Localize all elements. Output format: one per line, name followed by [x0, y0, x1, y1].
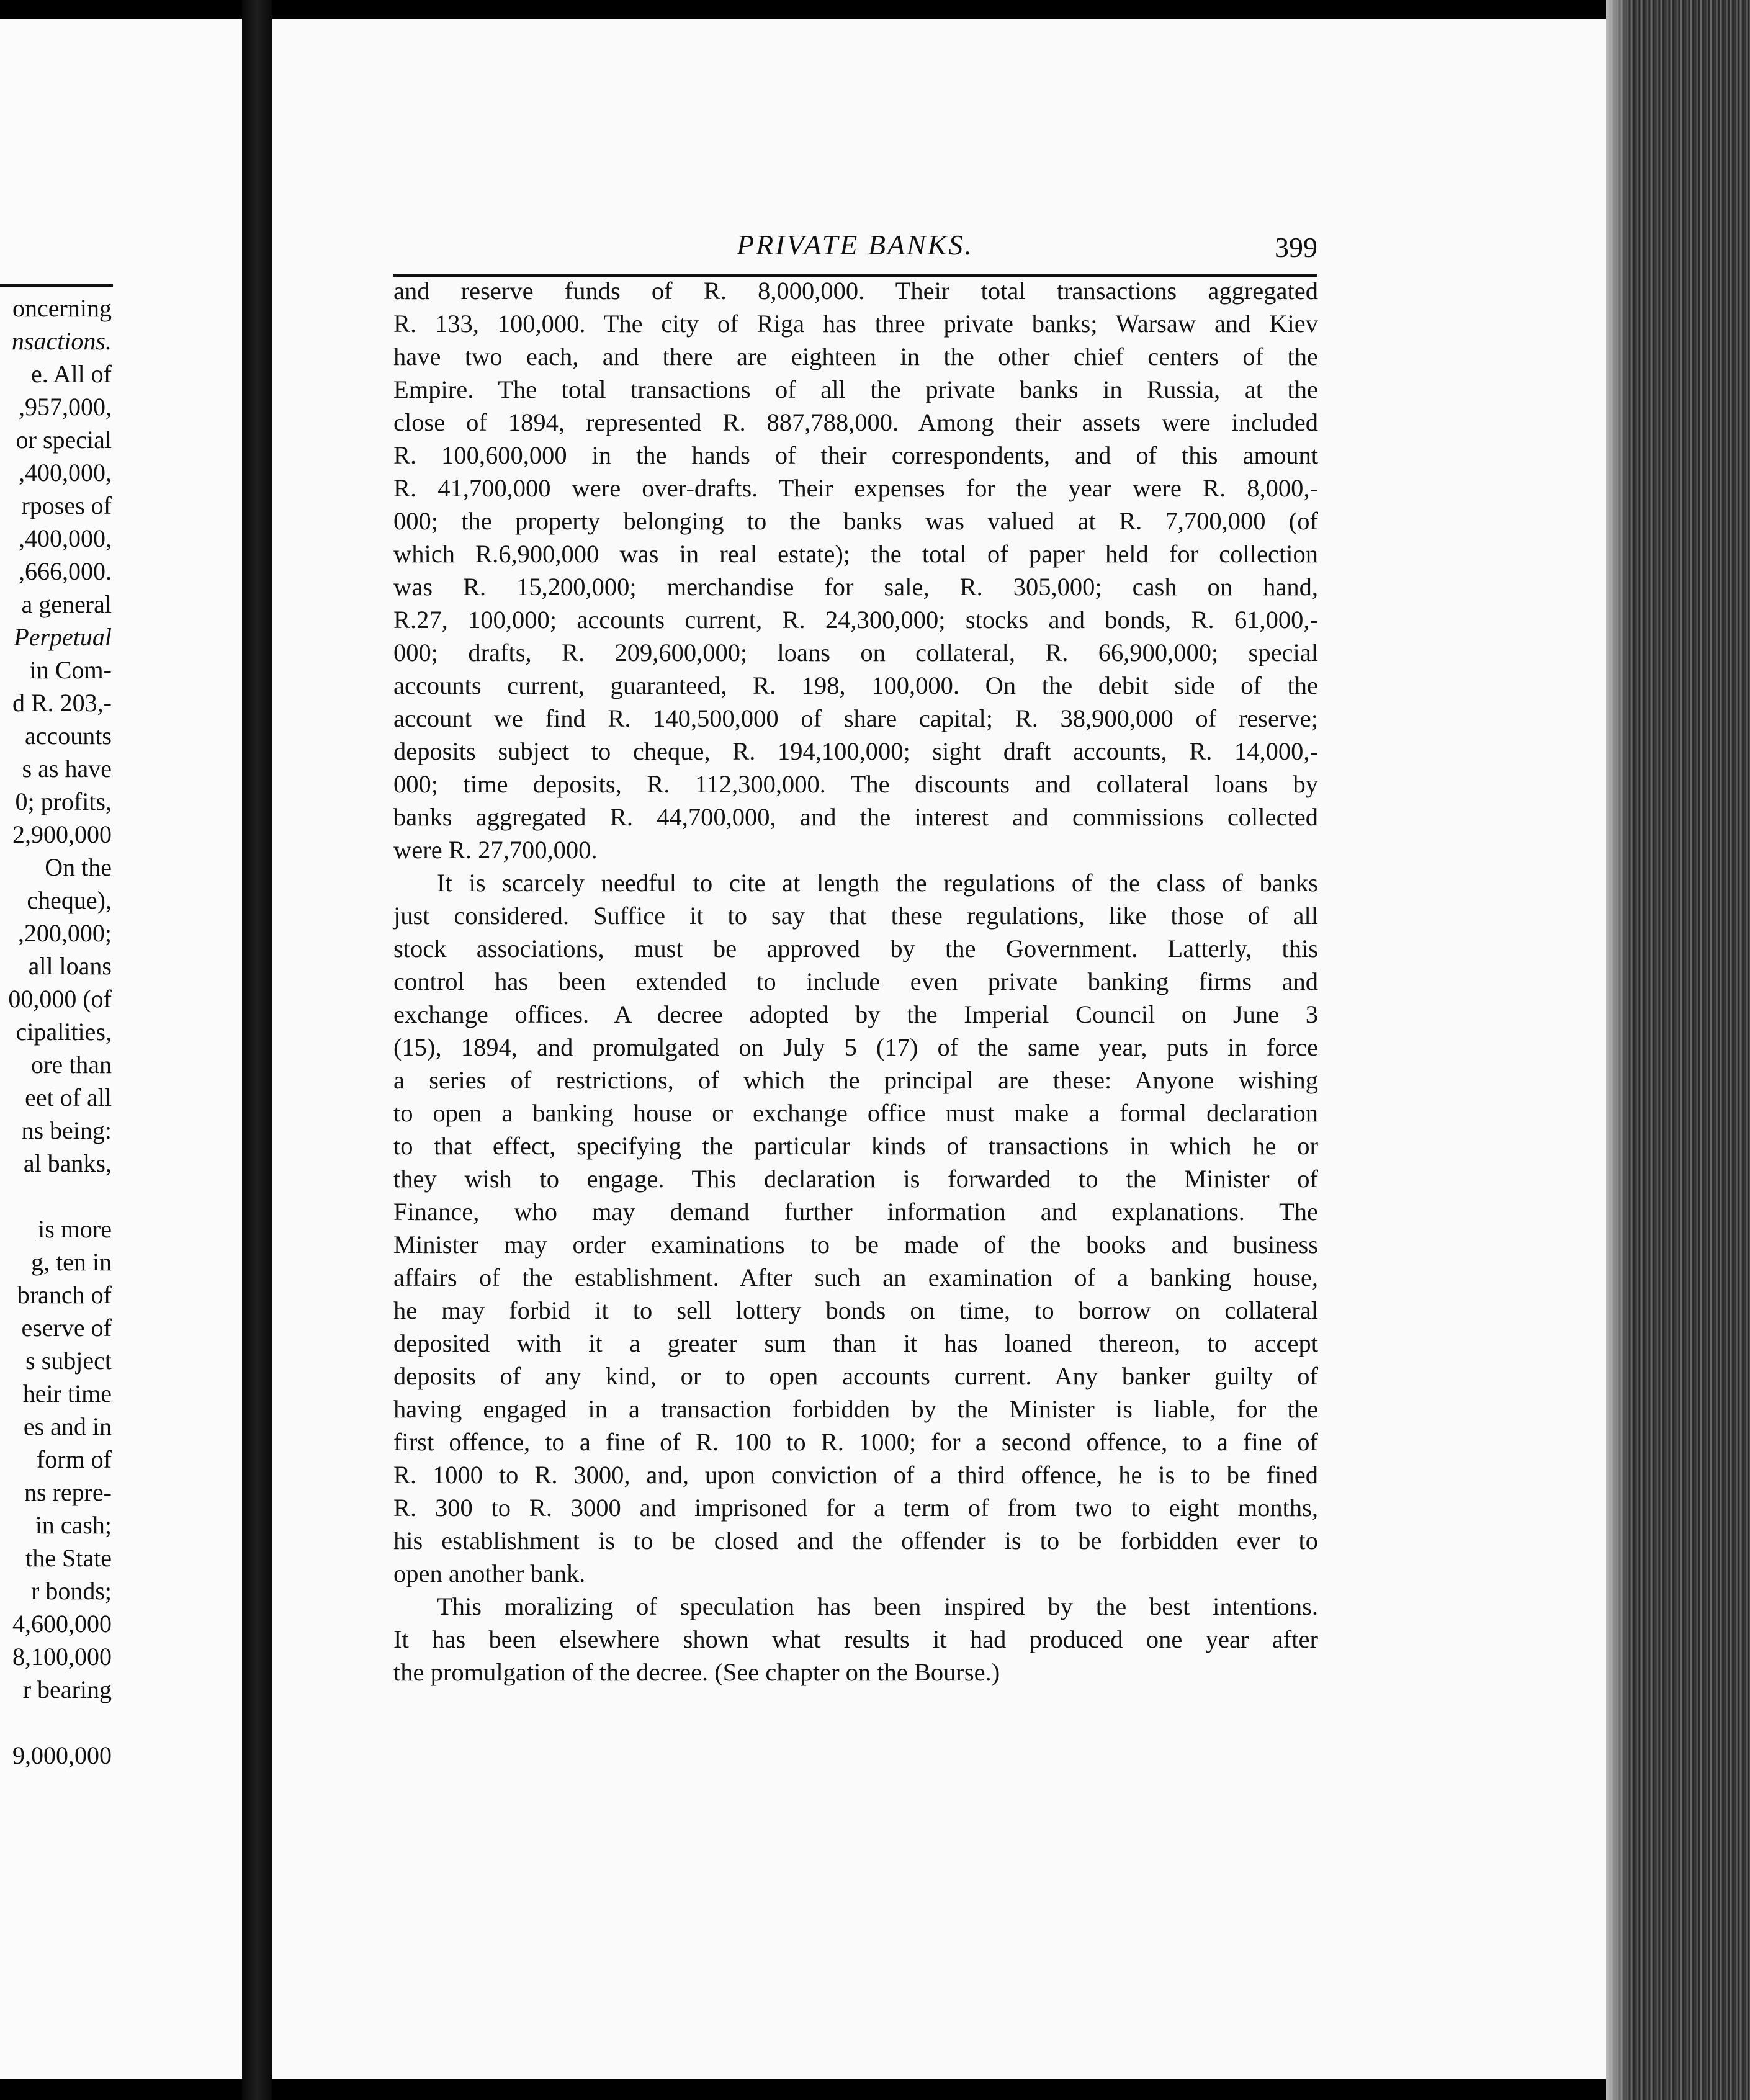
body-line: R. 133, 100,000. The city of Riga has three private banks; Warsaw and Kiev	[393, 310, 1318, 338]
body-line: banks aggregated R. 44,700,000, and the interest and commissions collected	[393, 803, 1318, 831]
left-page-line: eserve of	[21, 1314, 112, 1342]
left-page-line: ,400,000,	[19, 524, 112, 552]
body-line: 000; the property belonging to the banks was valued at R. 7,700,000 (of	[393, 507, 1318, 535]
body-line: R. 41,700,000 were over-drafts. Their expenses for the year were R. 8,000,-	[393, 474, 1318, 502]
body-line: his establishment is to be closed and the offender is to be forbidden ever to	[393, 1527, 1318, 1555]
left-page-line: al banks,	[23, 1149, 112, 1177]
body-line: It is scarcely needful to cite at length the regulations of the class of banks	[437, 869, 1318, 897]
body-line: account we find R. 140,500,000 of share capital; R. 38,900,000 of reserve;	[393, 704, 1318, 732]
body-line: Minister may order examinations to be made of the books and business	[393, 1231, 1318, 1259]
body-line: the promulgation of the decree. (See chapter on the Bourse.)	[393, 1658, 1000, 1686]
left-page-line: On the	[45, 853, 112, 881]
left-page-line: rposes of	[21, 491, 112, 519]
body-line: they wish to engage. This declaration is forwarded to the Minister of	[393, 1165, 1318, 1193]
left-page-line	[8, 1706, 112, 1739]
body-line: This moralizing of speculation has been inspired by the best intentions.	[437, 1592, 1318, 1620]
body-line: he may forbid it to sell lottery bonds on time, to borrow on collateral	[393, 1296, 1318, 1324]
left-page-line: ,400,000,	[19, 459, 112, 487]
left-facing-page	[0, 19, 242, 2079]
body-line: to open a banking house or exchange office must make a formal declaration	[393, 1099, 1318, 1127]
body-line: It has been elsewhere shown what results it had produced one year after	[393, 1625, 1318, 1653]
left-page-line: 9,000,000	[12, 1741, 112, 1769]
body-line: 000; time deposits, R. 112,300,000. The discounts and collateral loans by	[393, 770, 1318, 798]
left-page-line: r bearing	[22, 1676, 112, 1703]
running-head	[393, 215, 1317, 277]
left-page-line: is more	[38, 1215, 112, 1243]
left-page-line: r bonds;	[31, 1577, 112, 1605]
left-page-line: e. All of	[31, 360, 112, 388]
body-line: have two each, and there are eighteen in the other chief centers of the	[393, 343, 1318, 370]
left-page-line: the State	[25, 1544, 112, 1572]
body-text	[393, 274, 1318, 1689]
body-line: close of 1894, represented R. 887,788,000. Among their assets were included	[393, 408, 1318, 436]
left-page-line: Perpetual	[14, 623, 112, 651]
body-line: and reserve funds of R. 8,000,000. Their total transactions aggregated	[393, 277, 1318, 305]
left-page-line: s as have	[22, 755, 112, 783]
body-line: open another bank.	[393, 1559, 586, 1587]
body-line: accounts current, guaranteed, R. 198, 100,000. On the debit side of the	[393, 671, 1318, 699]
body-line: R. 1000 to R. 3000, and, upon conviction of a third offence, he is to be fined	[393, 1461, 1318, 1489]
body-line: control has been extended to include even private banking firms and	[393, 967, 1318, 995]
left-page-line: ,200,000;	[17, 919, 112, 947]
body-line: R.27, 100,000; accounts current, R. 24,300,000; stocks and bonds, R. 61,000,-	[393, 606, 1318, 634]
left-page-line: 8,100,000	[12, 1643, 112, 1671]
body-line: 000; drafts, R. 209,600,000; loans on collateral, R. 66,900,000; special	[393, 639, 1318, 666]
body-line: deposits subject to cheque, R. 194,100,000; sight draft accounts, R. 14,000,-	[393, 737, 1318, 765]
left-page-line: ore than	[31, 1051, 112, 1079]
body-line: (15), 1894, and promulgated on July 5 (17) of the same year, puts in force	[393, 1033, 1318, 1061]
left-page-line: ns being:	[21, 1116, 112, 1144]
body-line: were R. 27,700,000.	[393, 836, 598, 864]
body-line: to that effect, specifying the particular kinds of transactions in which he or	[393, 1132, 1318, 1160]
left-page-line	[8, 1180, 112, 1213]
right-page	[272, 19, 1606, 2079]
left-page-line: a general	[21, 590, 112, 618]
left-page-line: in Com-	[29, 656, 112, 684]
left-page-line: branch of	[17, 1281, 112, 1309]
left-page-line: ns repre-	[24, 1478, 112, 1506]
left-page-line: accounts	[25, 722, 112, 750]
left-page-line: s subject	[25, 1347, 112, 1375]
body-line: a series of restrictions, of which the principal are these: Anyone wishing	[393, 1066, 1318, 1094]
body-line: having engaged in a transaction forbidden by the Minister is liable, for the	[393, 1395, 1318, 1423]
left-page-line: cipalities,	[16, 1018, 112, 1046]
body-line: Empire. The total transactions of all the private banks in Russia, at the	[393, 375, 1318, 403]
left-page-line: es and in	[23, 1412, 112, 1440]
book-gutter	[242, 0, 272, 2100]
left-page-line: eet of all	[25, 1084, 112, 1111]
left-page-line: 4,600,000	[12, 1610, 112, 1638]
left-page-text	[8, 292, 112, 1772]
left-page-line: oncerning	[12, 294, 112, 322]
page-edge-shadow	[1606, 0, 1631, 2100]
body-line: R. 300 to R. 3000 and imprisoned for a term of from two to eight months,	[393, 1494, 1318, 1522]
page-number: 399	[1275, 231, 1317, 263]
left-page-line: form of	[36, 1445, 112, 1473]
body-line: first offence, to a fine of R. 100 to R. 1000; for a second offence, to a fine of	[393, 1428, 1318, 1456]
left-page-line: g, ten in	[31, 1248, 112, 1276]
left-page-line: or special	[16, 426, 112, 454]
body-line: which R.6,900,000 was in real estate); the total of paper held for collection	[393, 540, 1318, 568]
left-page-line: cheque),	[27, 886, 112, 914]
body-line: affairs of the establishment. After such an examination of a banking house,	[393, 1263, 1318, 1291]
body-line: stock associations, must be approved by the Government. Latterly, this	[393, 935, 1318, 962]
left-page-line: 2,900,000	[12, 820, 112, 848]
body-line: deposited with it a greater sum than it has loaned thereon, to accept	[393, 1329, 1318, 1357]
left-page-line: 00,000 (of	[8, 985, 112, 1013]
body-line: Finance, who may demand further information and explanations. The	[393, 1198, 1318, 1226]
left-page-line: 0; profits,	[15, 787, 112, 815]
body-line: exchange offices. A decree adopted by the Imperial Council on June 3	[393, 1000, 1318, 1028]
body-line: just considered. Suffice it to say that these regulations, like those of all	[393, 902, 1318, 930]
left-page-line: ,957,000,	[19, 393, 112, 421]
left-page-line: ,666,000.	[19, 557, 112, 585]
left-page-line: d R. 203,-	[12, 689, 112, 717]
body-line: deposits of any kind, or to open accounts current. Any banker guilty of	[393, 1362, 1318, 1390]
left-page-header-rule	[0, 284, 113, 287]
left-page-line: in cash;	[35, 1511, 112, 1539]
left-page-line: all loans	[28, 952, 112, 980]
left-page-line: nsactions.	[11, 327, 112, 355]
body-line: was R. 15,200,000; merchandise for sale, R. 305,000; cash on hand,	[393, 573, 1318, 601]
running-title: PRIVATE BANKS.	[737, 229, 974, 261]
body-line: R. 100,600,000 in the hands of their correspondents, and of this amount	[393, 441, 1318, 469]
left-page-line: heir time	[22, 1380, 112, 1407]
